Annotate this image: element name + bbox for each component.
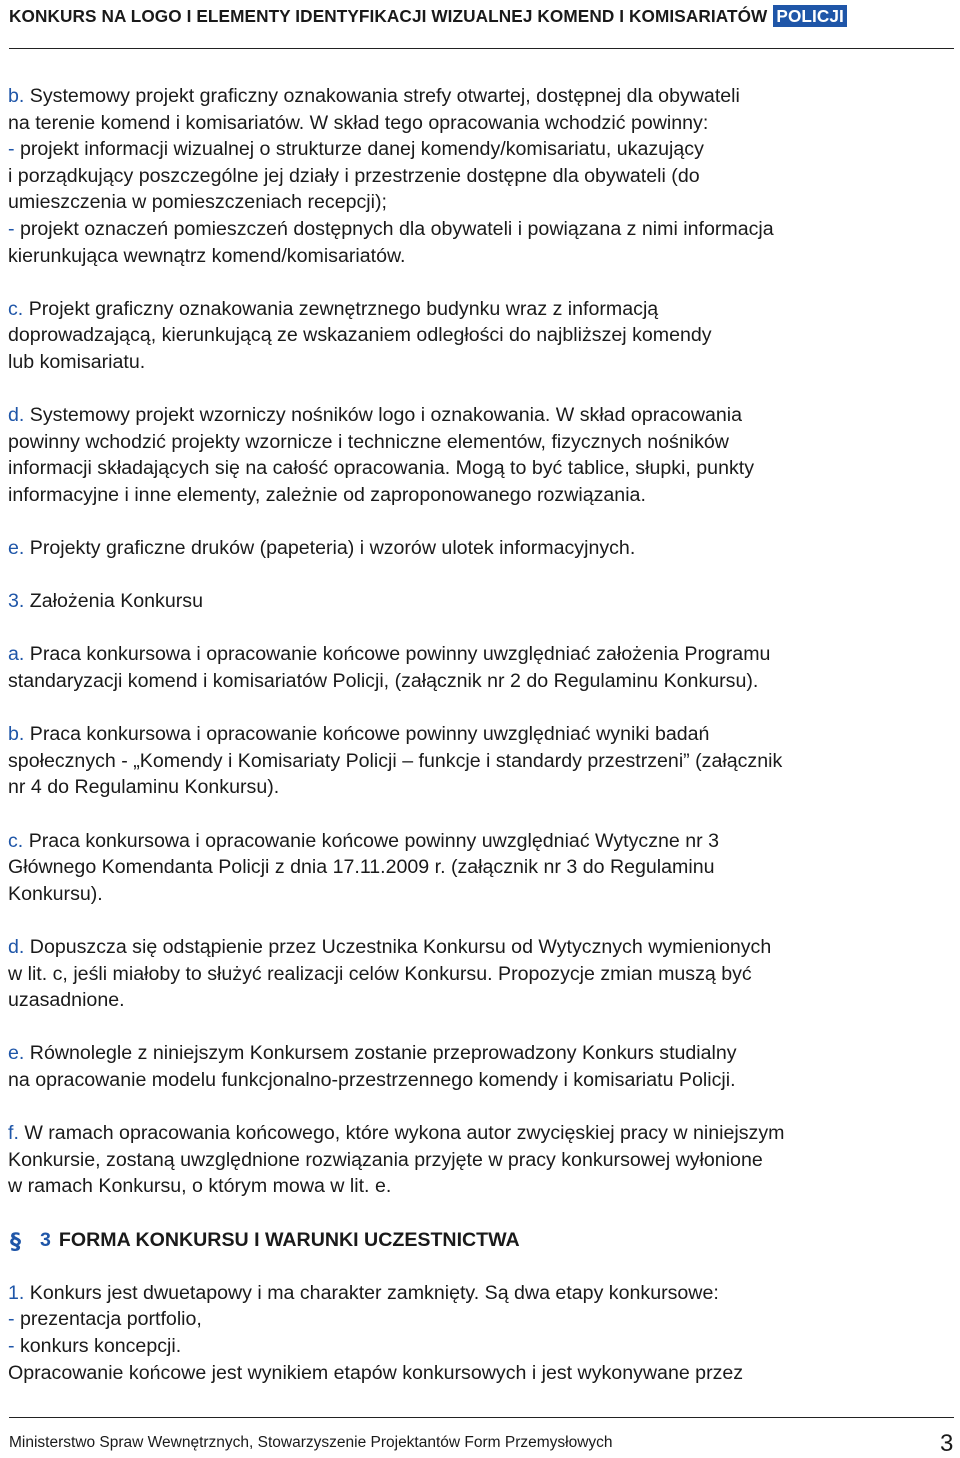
item-label: c. [8, 297, 24, 320]
text-line: Projekty graficzne druków (papeteria) i wzorów ulotek informacyjnych. [29, 537, 636, 560]
text-line: uzasadnione. [8, 989, 125, 1012]
paragraph-d [8, 402, 953, 508]
footer-rule [9, 1417, 954, 1418]
text-line: w lit. c, jeśli miałoby to służyć realizacji celów Konkursu. Propozycje zmian muszą być [8, 962, 752, 985]
paragraph-e2 [8, 1040, 953, 1093]
list-dash: - [8, 138, 15, 161]
text-line: Praca konkursowa i opracowanie końcowe powinny uwzględniać założenia Programu [29, 643, 771, 666]
item-label: e. [8, 537, 25, 560]
header-title: KONKURS NA LOGO I ELEMENTY IDENTYFIKACJI WIZUALNEJ KOMEND I KOMISARIATÓW [9, 6, 768, 26]
text-line: Opracowanie końcowe jest wynikiem etapów konkursowych i jest wykonywane przez [8, 1361, 744, 1384]
paragraph-f2 [8, 1120, 953, 1200]
text-line: Praca konkursowa i opracowanie końcowe powinny uwzględniać Wytyczne nr 3 [28, 829, 720, 852]
item-label: 3. [8, 590, 25, 613]
text-line: umieszczenia w pomieszczeniach recepcji); [8, 191, 387, 214]
subsection-title: Założenia Konkursu [29, 590, 203, 613]
text-line: lub komisariatu. [8, 350, 146, 373]
text-line: Projekt graficzny oznakowania zewnętrznego budynku wraz z informacją [28, 297, 659, 320]
section-number: 3 [40, 1228, 51, 1251]
svg-text:§: § [10, 1229, 21, 1253]
text-line: projekt informacji wizualnej o strukturze danej komendy/komisariatu, ukazujący [19, 138, 704, 161]
header-highlight: POLICJI [773, 5, 847, 27]
text-line: Praca konkursowa i opracowanie końcowe powinny uwzględniać wyniki badań [29, 723, 710, 746]
item-label: d. [8, 404, 25, 427]
text-line: doprowadzającą, kierunkującą ze wskazaniem odległości do najbliższej komendy [8, 324, 712, 347]
item-label: b. [8, 85, 25, 107]
text-line: Konkursu). [8, 882, 103, 905]
text-line: Konkursie, zostaną uwzględnione rozwiązania przyjęte w pracy konkursowej wyłonione [8, 1148, 763, 1171]
paragraph-b2 [8, 721, 953, 801]
paragraph-a2 [8, 641, 953, 694]
document-body [8, 83, 953, 1386]
text-line: informacyjne i inne elementy, zależnie od zaproponowanego rozwiązania. [8, 483, 646, 506]
item-label: d. [8, 936, 25, 958]
paragraph-d2 [8, 934, 953, 1014]
section-sign-icon [8, 1229, 30, 1251]
text-line: powinny wchodzić projekty wzornicze i techniczne elementów, fizycznych nośników [8, 430, 729, 453]
page-header [9, 6, 954, 30]
text-line: Równolegle z niniejszym Konkursem zostanie przeprowadzony Konkurs studialny [29, 1042, 737, 1065]
section-title: FORMA KONKURSU I WARUNKI UCZESTNICTWA [58, 1228, 520, 1251]
text-line: projekt oznaczeń pomieszczeń dostępnych dla obywateli i powiązana z nimi informacja [19, 217, 774, 240]
text-line: Systemowy projekt wzorniczy nośników logo i oznakowania. W skład opracowania [29, 404, 743, 427]
item-label: 1. [8, 1281, 25, 1304]
text-line: kierunkująca wewnątrz komend/komisariatów. [8, 244, 406, 267]
list-dash: - [8, 217, 15, 240]
list-dash: - [8, 1334, 15, 1357]
paragraph-e [8, 535, 953, 562]
header-rule [9, 48, 954, 49]
paragraph-c2 [8, 828, 953, 908]
item-label: e. [8, 1042, 25, 1065]
section-heading-3 [8, 1227, 953, 1254]
text-line: na terenie komend i komisariatów. W skład tego opracowania wchodzić powinny: [8, 111, 709, 134]
text-line: Dopuszcza się odstąpienie przez Uczestnika Konkursu od Wytycznych wymienionych [29, 936, 772, 958]
list-item: prezentacja portfolio, [19, 1308, 202, 1331]
page-number: 3 [940, 1430, 954, 1457]
list-dash: - [8, 1308, 15, 1331]
text-line: informacji składających się na całość opracowania. Mogą to być tablice, słupki, punkty [8, 457, 755, 480]
text-line: standaryzacji komend i komisariatów Policji, (załącznik nr 2 do Regulaminu Konkursu). [8, 670, 759, 693]
text-line: Głównego Komendanta Policji z dnia 17.11.2009 r. (załącznik nr 3 do Regulaminu [8, 856, 715, 879]
text-line: W ramach opracowania końcowego, które wykona autor zwycięskiej pracy w niniejszym [24, 1122, 785, 1145]
paragraph-1 [8, 1280, 953, 1386]
item-label: b. [8, 723, 25, 746]
text-line: Systemowy projekt graficzny oznakowania strefy otwartej, dostępnej dla obywateli [29, 85, 740, 107]
page-footer: Ministerstwo Spraw Wewnętrznych, Stowarzyszenie Projektantów Form Przemysłowych [9, 1434, 613, 1451]
text-line: na opracowanie modelu funkcjonalno-przestrzennego komendy i komisariatu Policji. [8, 1068, 736, 1091]
text-line: i porządkujący poszczególne jej działy i przestrzenie dostępne dla obywateli (do [8, 164, 700, 187]
list-item: konkurs koncepcji. [19, 1334, 182, 1357]
text-line: nr 4 do Regulaminu Konkursu). [8, 776, 280, 799]
item-label: f. [8, 1122, 19, 1145]
text-line: Konkurs jest dwuetapowy i ma charakter zamknięty. Są dwa etapy konkursowe: [29, 1281, 719, 1304]
text-line: w ramach Konkursu, o którym mowa w lit. e. [8, 1175, 392, 1198]
subsection-3 [8, 588, 953, 615]
text-line: społecznych - „Komendy i Komisariaty Policji – funkcje i standardy przestrzeni” (załącznik [8, 749, 783, 772]
paragraph-c [8, 296, 953, 376]
item-label: c. [8, 829, 24, 852]
paragraph-b [8, 83, 953, 269]
item-label: a. [8, 643, 25, 666]
